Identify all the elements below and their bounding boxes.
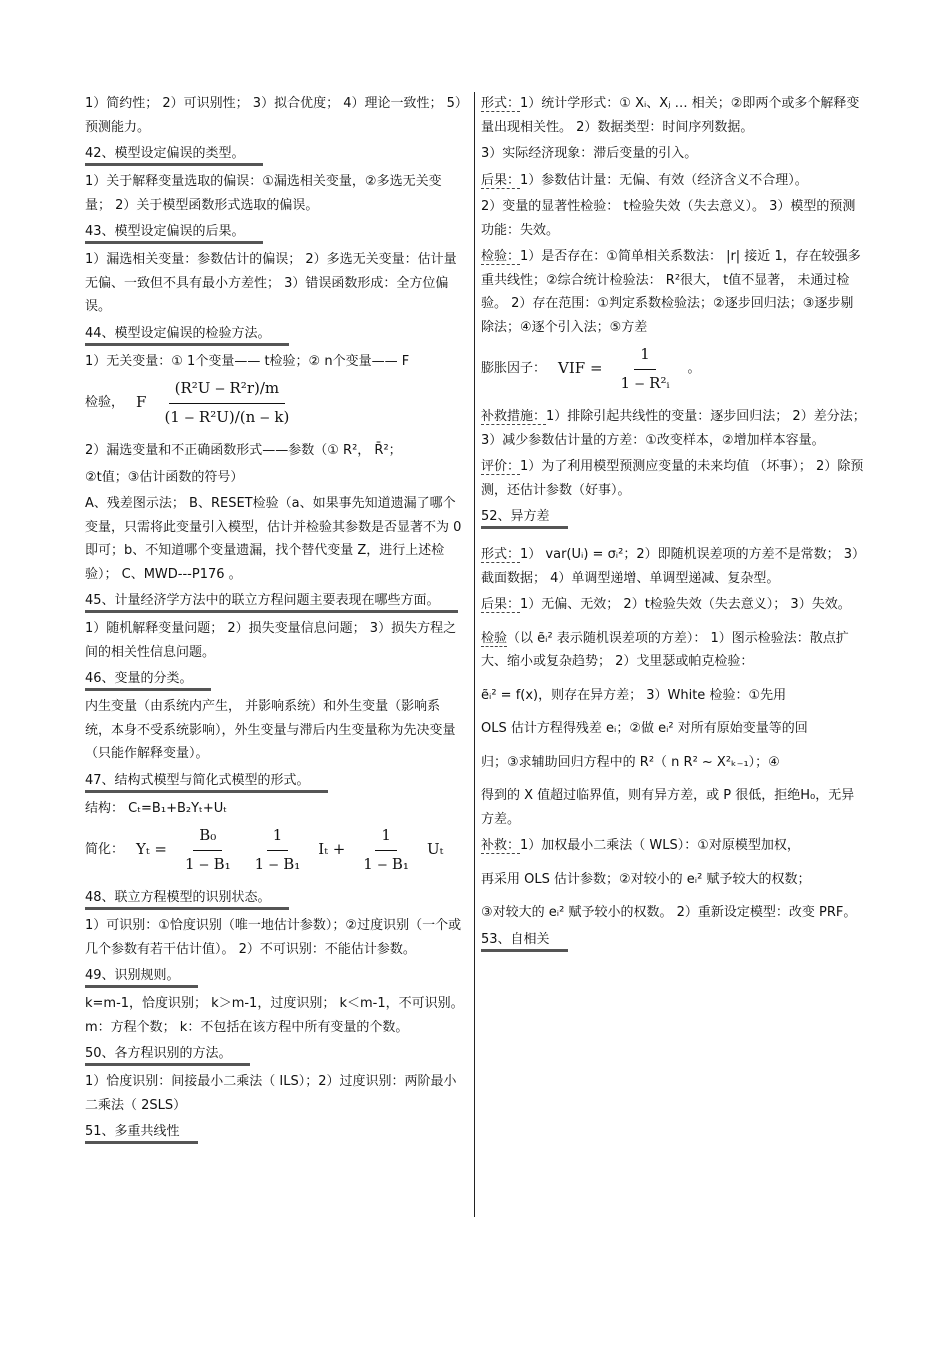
vif-formula (481, 343, 866, 395)
formula-term: Iₜ + (318, 840, 346, 859)
label: 补救： (481, 838, 521, 853)
reduced-form-formula (85, 824, 465, 876)
paragraph: ②t值；③估计函数的符号） (85, 469, 244, 485)
paragraph: 得到的 X 值超过临界值，则有异方差，或 P 很低，拒绝H₀，无异方差。 (481, 788, 855, 827)
paragraph-text: 1）是否存在：①简单相关系数法： |r| 接近 1，存在较强多重共线性；②综合统计检验法： R²很大， t值不显著， 未通过检验。 2）存在范围：①判定系数检验法；②逐步回归法；③逐步剔除法；④逐个引入法；⑤方差 (481, 249, 861, 335)
fraction (249, 824, 307, 876)
section-heading-45: 45、计量经济学方法中的联立方程问题主要表现在哪些方面。 (85, 592, 458, 613)
section-heading-48: 48、联立方程模型的识别状态。 (85, 889, 289, 910)
paragraph: k=m-1，恰度识别； k＞m-1，过度识别； k＜m-1，不可识别。 m：方程个数； k：不包括在该方程中所有变量的个数。 (85, 996, 464, 1035)
paragraph (481, 593, 866, 617)
section-heading-52: 52、异方差 (481, 508, 568, 529)
paragraph: 3）实际经济现象：滞后变量的引入。 (481, 146, 698, 161)
fraction-numerator: 1 (634, 343, 656, 370)
paragraph-text: 1）无偏、无效； 2）t检验失效（失去意义）； 3）失效。 (520, 597, 851, 612)
section-heading-47: 47、结构式模型与简化式模型的形式。 (85, 772, 328, 793)
section-heading-46: 46、变量的分类。 (85, 670, 211, 691)
fraction-denominator: 1 ‒ R²ᵢ (620, 373, 670, 392)
paragraph: 1）无关变量：① 1个变量—— t检验；② n个变量—— F (85, 353, 410, 369)
paragraph: A、残差图示法； B、RESET检验（a、如果事先知道遗漏了哪个变量，只需将此变量引入模型，估计并检验其参数是否显著不为 0即可；b、不知道哪个变量遗漏，找个替代变量 Z，进行上述检验）； C、MWD---P176 。 (85, 496, 462, 582)
paragraph (481, 834, 866, 858)
label: 形式： (481, 96, 521, 111)
paragraph: 1）关于解释变量选取的偏误：①漏选相关变量，②多选无关变量； 2）关于模型函数形式选取的偏误。 (85, 174, 442, 213)
paragraph: ③对较大的 eᵢ² 赋予较小的权数。 2）重新设定模型：改变 PRF。 (481, 905, 857, 920)
formula-label: 膨胀因子： (481, 361, 547, 377)
label: 后果： (481, 172, 521, 188)
structural-form: 结构： Cₜ=B₁+B₂Yₜ+Uₜ (85, 800, 228, 816)
fraction (615, 343, 676, 395)
paragraph-text: 1） var(Uᵢ) = σᵢ²；2）即随机误差项的方差不是常数； 3）截面数据； 4）单调型递增、单调型递减、复杂型。 (481, 547, 866, 586)
paragraph (481, 245, 866, 339)
label: 后果： (481, 597, 521, 612)
paragraph: 2）变量的显著性检验： t检验失效（失去意义）。 3）模型的预测功能：失效。 (481, 199, 856, 238)
formula-term: Uₜ (426, 840, 444, 859)
label: 补救措施： (481, 409, 547, 424)
paragraph: 1）随机解释变量问题； 2）损失变量信息问题； 3）损失方程之间的相关性信息问题。 (85, 621, 457, 660)
fraction (158, 377, 295, 429)
label: 评价： (481, 459, 521, 474)
paragraph: 1）漏选相关变量：参数估计的偏误； 2）多选无关变量：估计量无偏、一致但不具有最小方差性； 3）错误函数形成：全方位偏误。 (85, 252, 457, 314)
paragraph-text: 1）统计学形式：① Xᵢ、Xⱼ … 相关；②即两个或多个解释变量出现相关性。 2）数据类型：时间序列数据。 (481, 96, 860, 135)
paragraph: 1）恰度识别：间接最小二乘法（ ILS）；2）过度识别：两阶最小二乘法（ 2SLS） (85, 1074, 457, 1113)
fraction (357, 824, 415, 876)
formula-term: VIF = (558, 359, 603, 378)
paragraph: 内生变量（由系统内产生， 并影响系统）和外生变量（影响系统，本身不受系统影响），外生变量与滞后内生变量称为先决变量（只能作解释变量）。 (85, 699, 456, 761)
paragraph (481, 169, 866, 193)
paragraph-text: 1）加权最小二乘法（ WLS）：①对原模型加权， (520, 838, 800, 853)
fraction-numerator: (R²U ‒ R²r)/m (169, 377, 286, 404)
label: 检验： (481, 249, 521, 264)
f-test-formula (85, 377, 465, 429)
left-column (85, 92, 465, 1148)
section-heading-50: 50、各方程识别的方法。 (85, 1045, 250, 1066)
fraction-denominator: 1 ‒ B₁ (363, 854, 409, 873)
fraction (179, 824, 237, 876)
section-heading-42: 42、模型设定偏误的类型。 (85, 145, 263, 166)
section-heading-44: 44、模型设定偏误的检验方法。 (85, 325, 289, 346)
paragraph: 归；③求辅助回归方程中的 R²（ n R² ~ X²ₖ₋₁）；④ (481, 754, 780, 770)
fraction-denominator: (1 ‒ R²U)/(n ‒ k) (164, 407, 290, 426)
label: 检验 (481, 630, 508, 646)
paragraph-text: 1）排除引起共线性的变量：逐步回归法； 2）差分法； 3）减少参数估计量的方差：①改变样本，②增加样本容量。 (481, 409, 866, 448)
fraction-denominator: 1 ‒ B₁ (184, 854, 231, 873)
fraction-numerator: 1 (267, 824, 289, 851)
formula-end: 。 (687, 361, 701, 377)
paragraph-text: 1）参数估计量：无偏、有效（经济含义不合理）。 (520, 172, 808, 188)
paragraph: ẽᵢ² = f(x)，则存在异方差； 3）White 检验：①先用 (481, 687, 787, 703)
paragraph-text: （以 ẽᵢ² 表示随机误差项的方差）： 1）图示检验法：散点扩大、缩小或复杂趋势； 2）戈里瑟或帕克检验： (481, 630, 849, 669)
formula-symbol: F (136, 393, 147, 412)
section-heading-49: 49、识别规则。 (85, 967, 198, 988)
fraction-numerator: B₀ (193, 824, 222, 851)
paragraph: 1）简约性； 2）可识别性； 3）拟合优度； 4）理论一致性； 5）预测能力。 (85, 96, 462, 135)
paragraph (481, 543, 866, 590)
section-heading-43: 43、模型设定偏误的后果。 (85, 223, 263, 244)
fraction-numerator: 1 (375, 824, 397, 851)
paragraph (481, 627, 866, 674)
column-divider (474, 92, 475, 1217)
paragraph (481, 405, 866, 452)
paragraph-text: 1）为了利用模型预测应变量的未来均值 （坏事）； 2）除预测，还估计参数（好事）。 (481, 459, 864, 498)
formula-label: 检验， (85, 395, 125, 411)
paragraph: OLS 估计方程得残差 eᵢ；②做 eᵢ² 对所有原始变量等的回 (481, 721, 808, 736)
paragraph: 再采用 OLS 估计参数；②对较小的 eᵢ² 赋予较大的权数； (481, 871, 811, 887)
paragraph (481, 92, 866, 139)
section-heading-51: 51、多重共线性 (85, 1123, 198, 1144)
fraction-denominator: 1 ‒ B₁ (254, 854, 301, 873)
section-heading-53: 53、自相关 (481, 931, 568, 952)
right-column (481, 92, 866, 956)
paragraph: 2）漏选变量和不正确函数形式——参数（① R²， R̄²； (85, 443, 402, 458)
formula-label: 简化： (85, 842, 125, 858)
label: 形式： (481, 547, 521, 562)
paragraph (481, 455, 866, 502)
paragraph: 1）可识别：①恰度识别（唯一地估计参数）；②过度识别（一个或几个参数有若干估计值）。 2）不可识别：不能估计参数。 (85, 918, 462, 957)
formula-term: Yₜ = (136, 840, 167, 859)
